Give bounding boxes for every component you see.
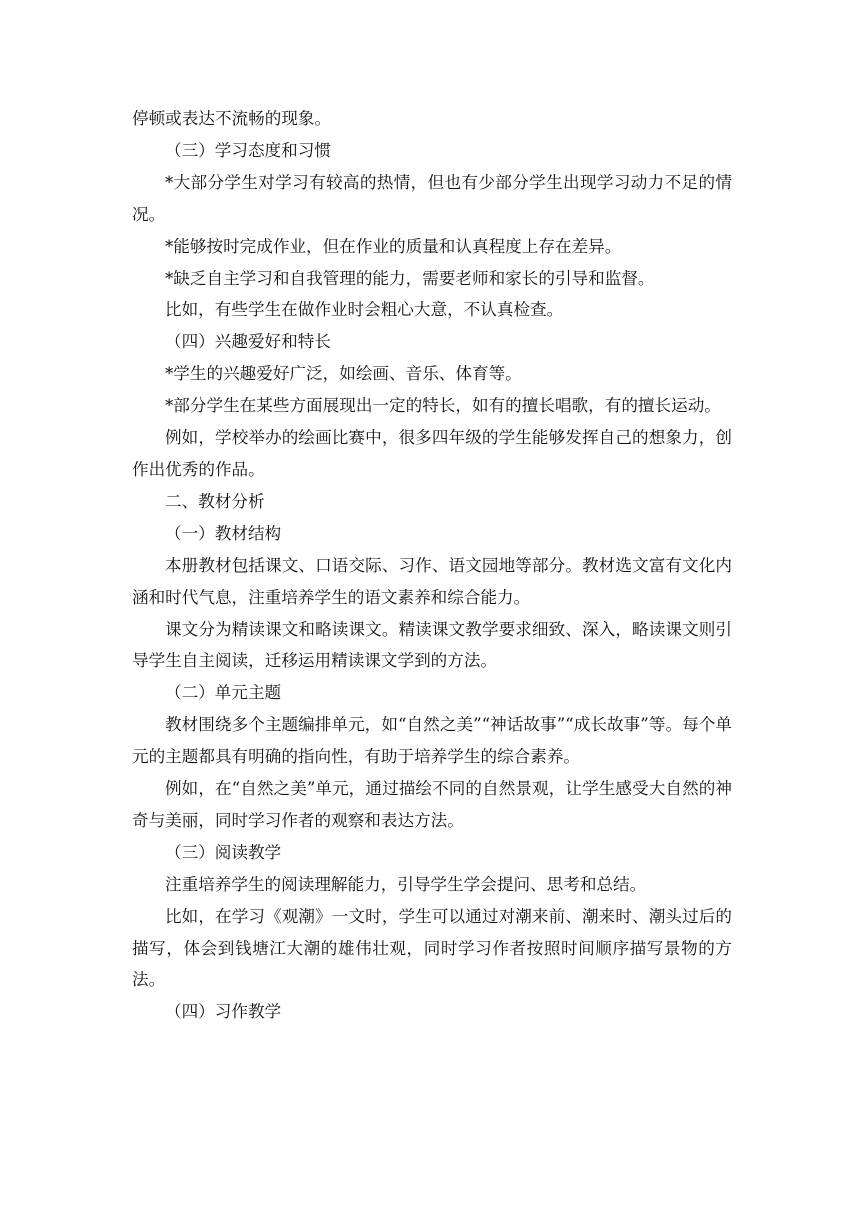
paragraph: *大部分学生对学习有较高的热情，但也有少部分学生出现学习动力不足的情况。: [132, 172, 732, 224]
paragraph: 例如，学校举办的绘画比赛中，很多四年级的学生能够发挥自己的想象力，创作出优秀的作品。: [132, 428, 732, 479]
section-heading: （二）单元主题: [165, 683, 282, 703]
paragraph: 课文分为精读课文和略读课文。精读课文教学要求细致、深入，略读课文则引导学生自主阅读，迁移运用精读课文学到的方法。: [132, 619, 732, 671]
paragraph: 注重培养学生的阅读理解能力，引导学生学会提问、思考和总结。: [165, 874, 647, 894]
section-heading: （四）兴趣爱好和特长: [165, 332, 331, 352]
paragraph: 本册教材包括课文、口语交际、习作、语文园地等部分。教材选文富有文化内涵和时代气息，注重培养学生的语文素养和综合能力。: [132, 555, 732, 607]
paragraph: 例如，在“自然之美”单元，通过描绘不同的自然景观，让学生感受大自然的神奇与美丽，同时学习作者的观察和表达方法。: [132, 779, 732, 830]
paragraph: *能够按时完成作业，但在作业的质量和认真程度上存在差异。: [165, 236, 622, 256]
paragraph: 停顿或表达不流畅的现象。: [132, 109, 332, 128]
section-heading: （四）习作教学: [165, 1002, 282, 1022]
paragraph: *缺乏自主学习和自我管理的能力，需要老师和家长的引导和监督。: [165, 268, 655, 288]
document-body: [132, 103, 732, 1028]
paragraph: 比如，在学习《观潮》一文时，学生可以通过对潮来前、潮来时、潮头过后的描写，体会到钱塘江大潮的雄伟壮观，同时学习作者按照时间顺序描写景物的方法。: [132, 906, 732, 990]
chapter-heading: 二、教材分析: [165, 491, 265, 511]
paragraph: 教材围绕多个主题编排单元，如“自然之美”“神话故事”“成长故事”等。每个单元的主题都具有明确的指向性，有助于培养学生的综合素养。: [132, 715, 732, 767]
section-heading: （一）教材结构: [165, 523, 282, 543]
section-heading: （三）阅读教学: [165, 842, 282, 862]
paragraph: *学生的兴趣爱好广泛，如绘画、音乐、体育等。: [165, 364, 522, 384]
paragraph: *部分学生在某些方面展现出一定的特长，如有的擅长唱歌，有的擅长运动。: [165, 396, 721, 416]
section-heading: （三）学习态度和习惯: [165, 140, 331, 160]
paragraph: 比如，有些学生在做作业时会粗心大意，不认真检查。: [165, 300, 564, 320]
